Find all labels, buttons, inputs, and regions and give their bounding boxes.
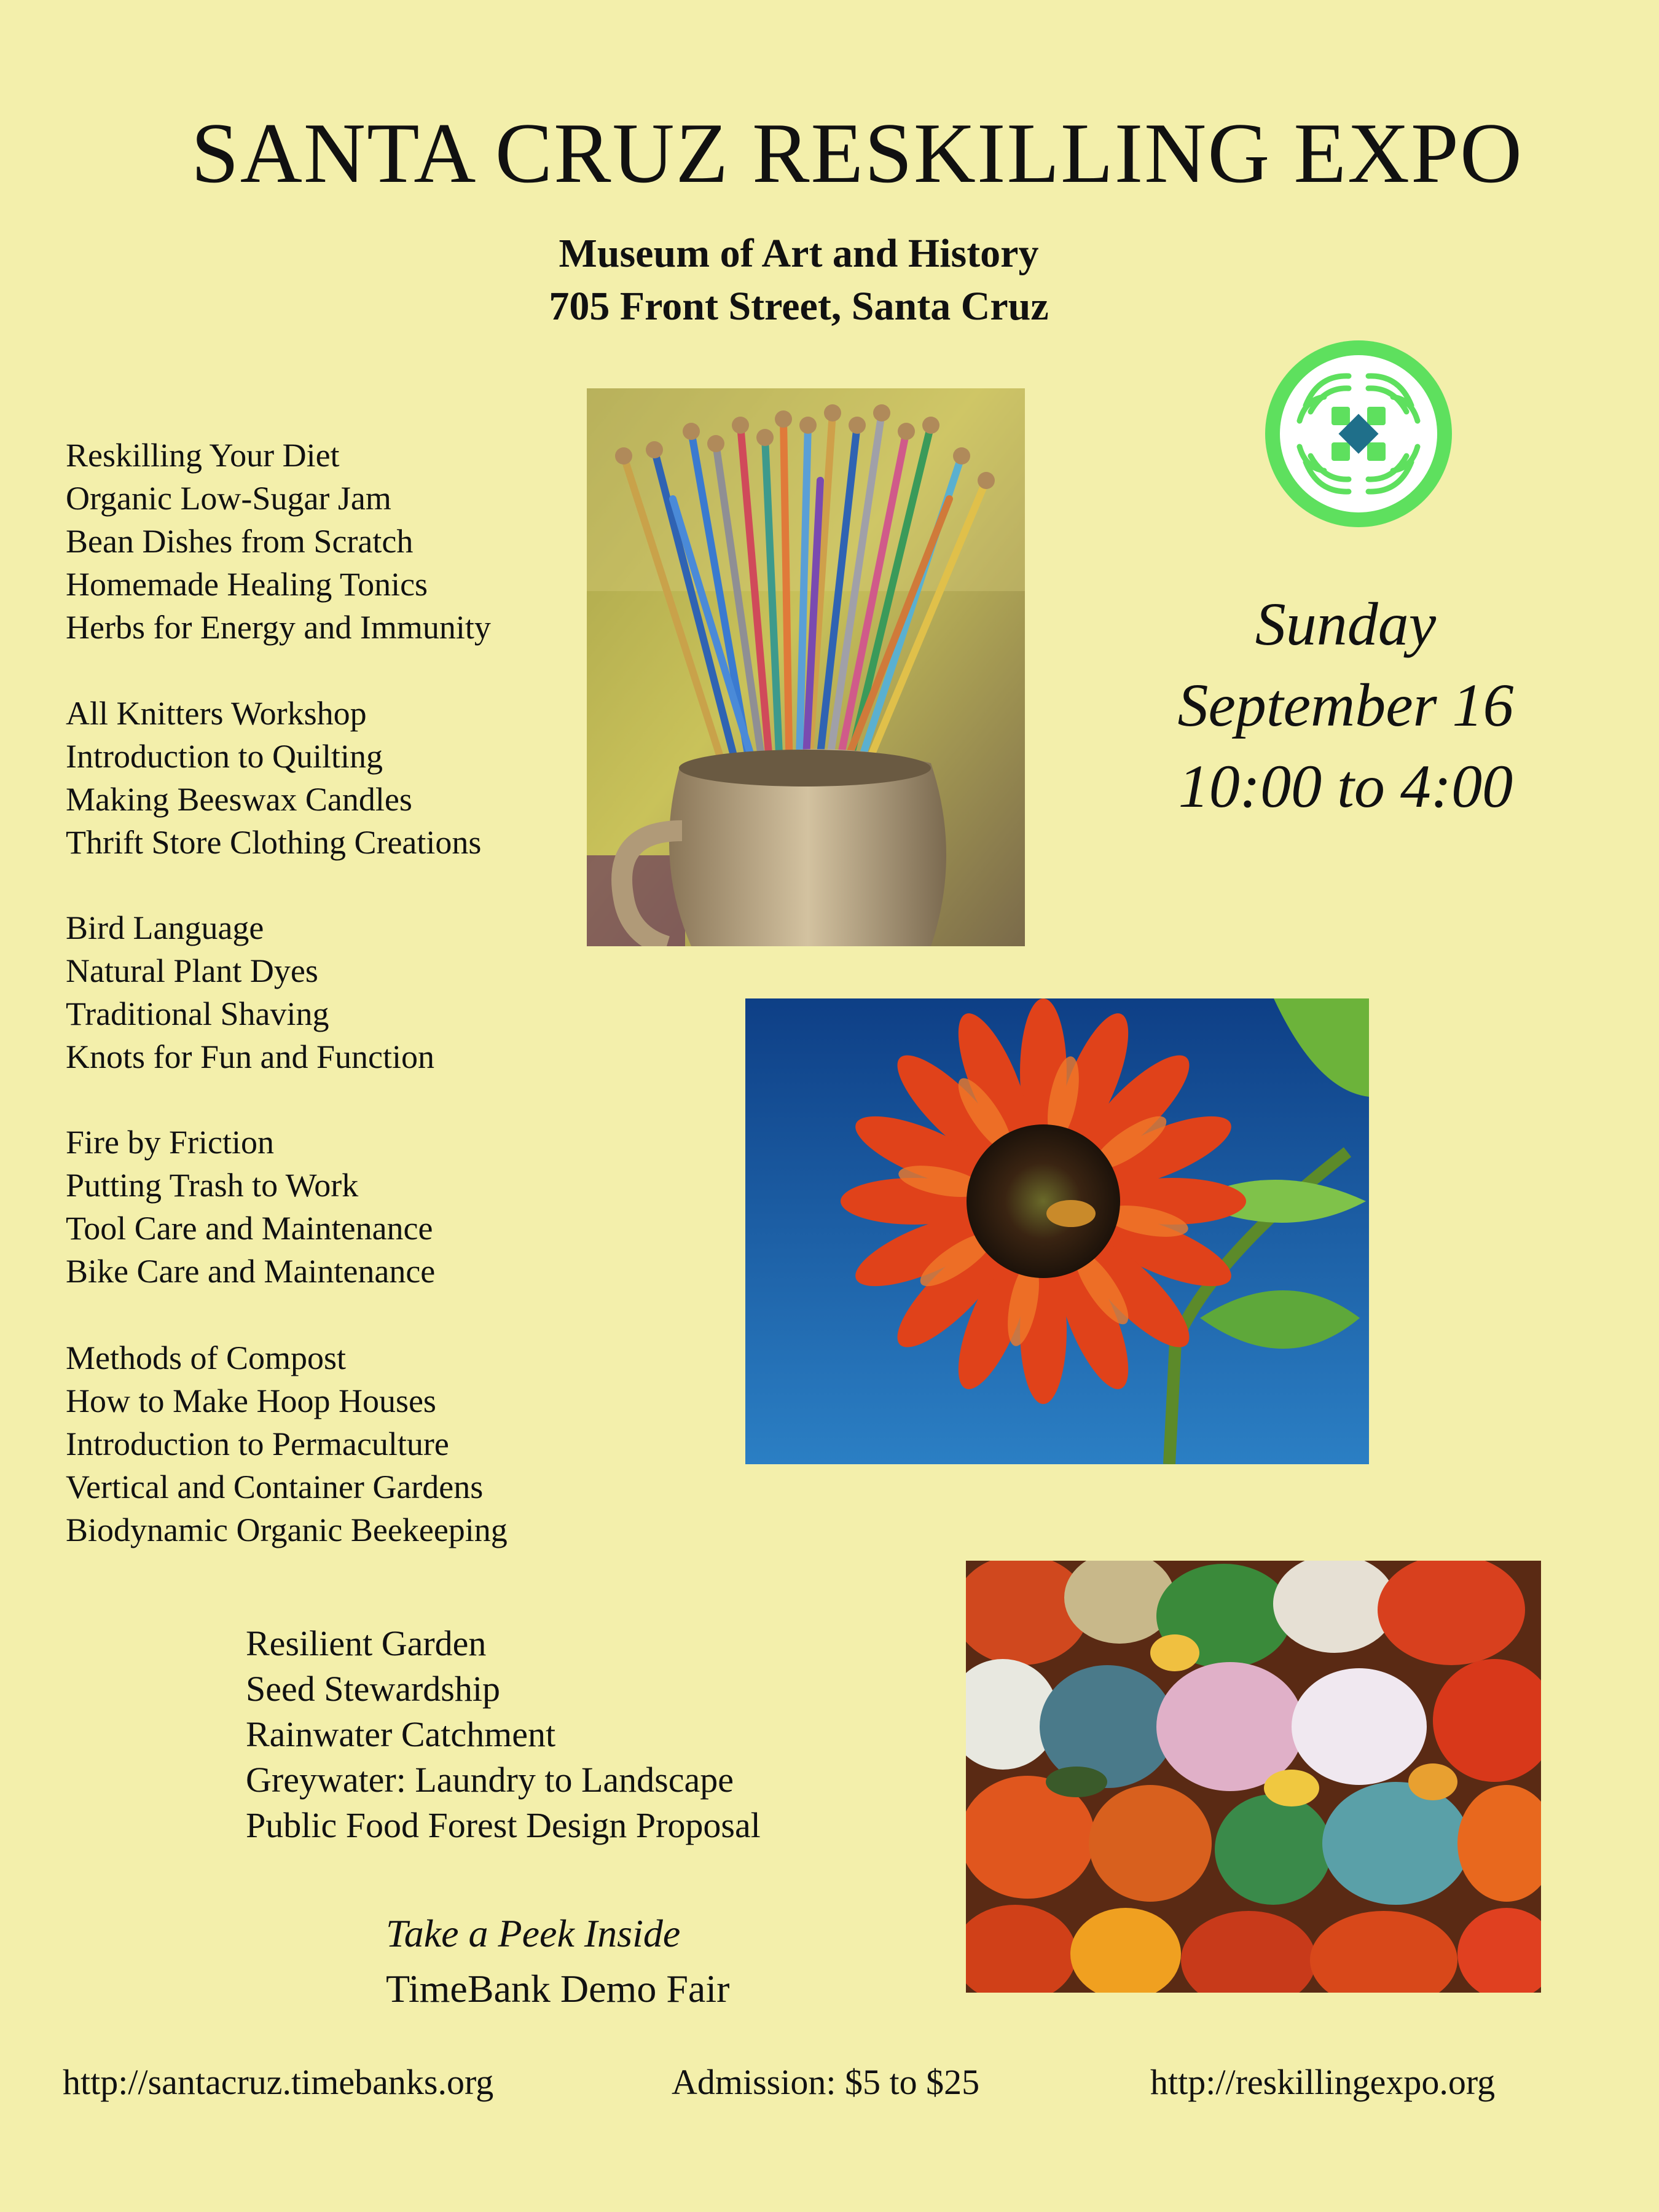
workshop-item: Rainwater Catchment <box>246 1714 556 1754</box>
workshop-item: Making Beeswax Candles <box>66 781 412 818</box>
knitting-needles-photo <box>587 388 1025 946</box>
workshop-item: Bike Care and Maintenance <box>66 1253 436 1290</box>
peek-line: Take a Peek Inside <box>386 1912 681 1955</box>
workshop-item: Herbs for Energy and Immunity <box>66 609 491 646</box>
workshop-item: How to Make Hoop Houses <box>66 1382 436 1419</box>
workshop-item: Fire by Friction <box>66 1124 274 1161</box>
workshop-item: Introduction to Permaculture <box>66 1426 449 1462</box>
workshop-item: Public Food Forest Design Proposal <box>246 1805 761 1845</box>
expo-title: SANTA CRUZ RESKILLING EXPO <box>190 106 1524 201</box>
workshop-group-tools <box>66 1121 435 1293</box>
venue-block <box>504 227 1094 333</box>
event-datetime <box>1094 584 1598 827</box>
workshop-item: Putting Trash to Work <box>66 1167 359 1204</box>
expo-url[interactable]: http://reskillingexpo.org <box>1150 2062 1496 2102</box>
workshop-item: Seed Stewardship <box>246 1669 500 1709</box>
workshop-item: Vertical and Container Gardens <box>66 1469 484 1505</box>
workshop-item: Homemade Healing Tonics <box>66 566 428 603</box>
workshop-group-garden <box>66 1336 508 1551</box>
workshop-item: Introduction to Quilting <box>66 738 383 775</box>
workshop-item: Greywater: Laundry to Landscape <box>246 1760 734 1800</box>
workshop-item: Bean Dishes from Scratch <box>66 523 414 560</box>
timebanks-url[interactable]: http://santacruz.timebanks.org <box>63 2062 494 2102</box>
workshop-group-nature <box>66 906 434 1078</box>
venue-name: Museum of Art and History <box>559 231 1039 276</box>
workshop-item: Thrift Store Clothing Creations <box>66 824 482 861</box>
workshop-item: All Knitters Workshop <box>66 695 367 732</box>
workshop-item: Bird Language <box>66 909 264 946</box>
demo-fair-line: TimeBank Demo Fair <box>386 1967 730 2010</box>
workshop-group-water <box>246 1621 761 1848</box>
timebank-logo <box>1263 338 1454 530</box>
workshop-item: Knots for Fun and Function <box>66 1038 434 1075</box>
squash-photo <box>966 1561 1541 1993</box>
workshop-item: Reskilling Your Diet <box>66 437 340 474</box>
workshop-group-food <box>66 434 491 649</box>
peek-block <box>386 1906 729 2017</box>
event-date: September 16 <box>1177 671 1514 739</box>
workshop-group-crafts <box>66 692 481 864</box>
sunflower-photo <box>745 998 1369 1464</box>
admission-text: Admission: $5 to $25 <box>672 2062 980 2102</box>
event-day: Sunday <box>1255 590 1437 658</box>
workshop-item: Organic Low-Sugar Jam <box>66 480 391 517</box>
workshop-item: Biodynamic Organic Beekeeping <box>66 1512 508 1548</box>
workshop-item: Natural Plant Dyes <box>66 952 318 989</box>
workshop-item: Methods of Compost <box>66 1339 347 1376</box>
event-time: 10:00 to 4:00 <box>1178 752 1513 820</box>
venue-address: 705 Front Street, Santa Cruz <box>549 284 1049 329</box>
workshop-item: Resilient Garden <box>246 1623 487 1663</box>
workshop-item: Traditional Shaving <box>66 995 329 1032</box>
workshop-item: Tool Care and Maintenance <box>66 1210 433 1247</box>
